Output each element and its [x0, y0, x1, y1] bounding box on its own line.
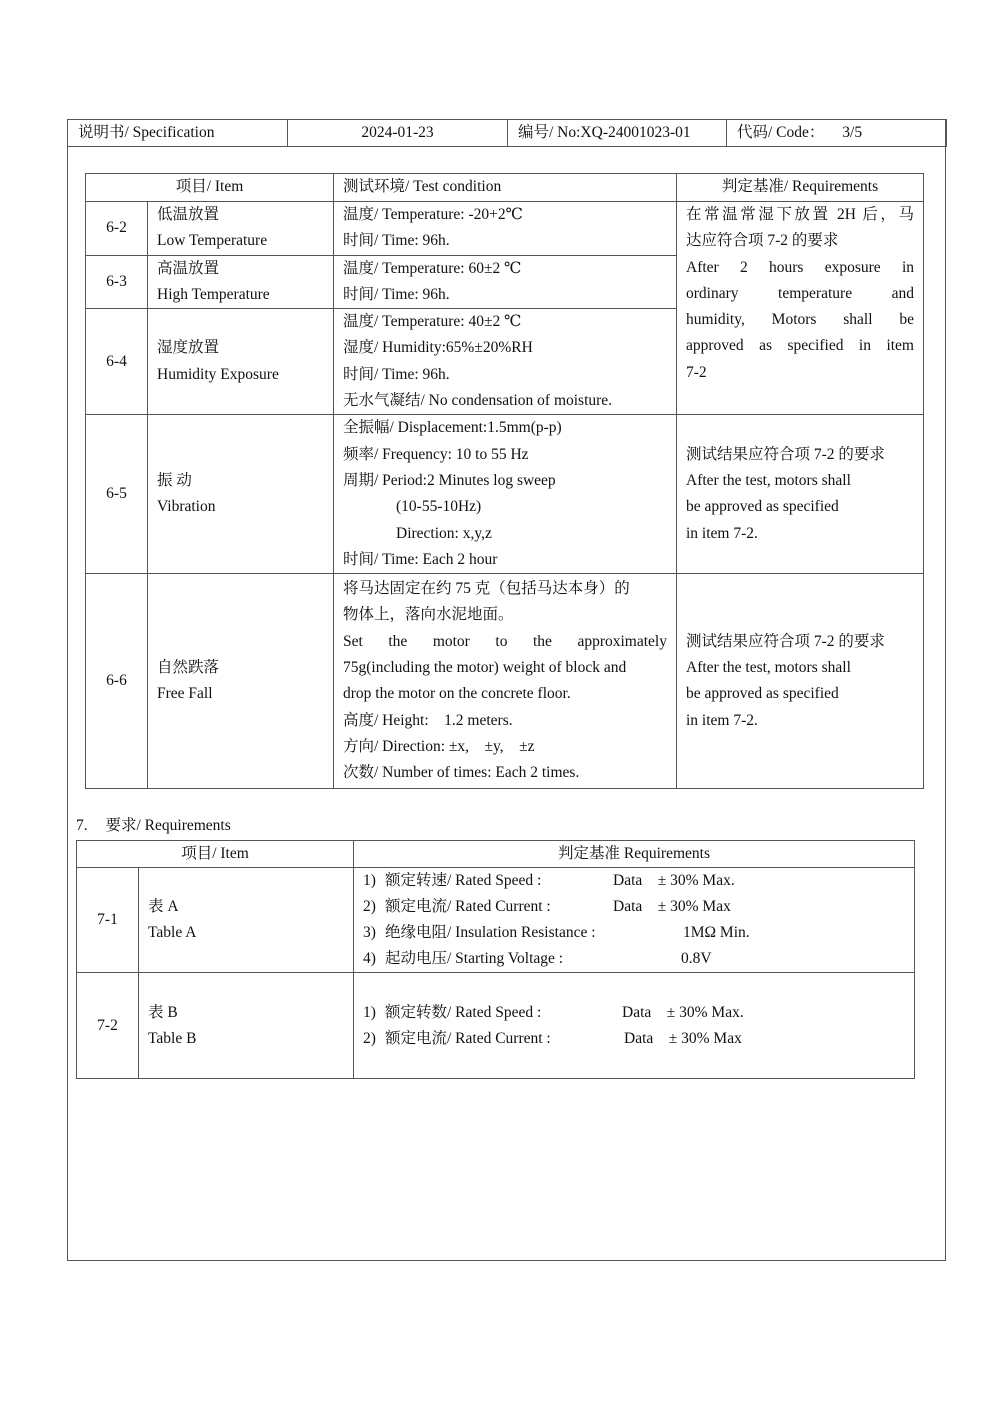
header-requirements: 判定基准 Requirements [354, 841, 915, 868]
item-number: 7-2 [77, 973, 139, 1079]
list-item: 1) 额定转速/ Rated Speed : Data ± 30% Max. [363, 872, 735, 890]
item-requirements [354, 868, 915, 973]
list-item: 2) 额定电流/ Rated Current : Data ± 30% Max [363, 898, 731, 916]
code-label: 代码/ Code： [737, 124, 825, 141]
header-requirements: 判定基准/ Requirements [677, 174, 924, 202]
document-header [67, 119, 947, 147]
doc-date: 2024-01-23 [288, 120, 508, 147]
list-item: 3) 绝缘电阻/ Insulation Resistance : 1MΩ Min. [363, 924, 750, 942]
shared-requirement: 在常温常湿下放置 2H 后，马 达应符合项 7-2 的要求 After 2 hours exposure in ordinary temperature and humidity, Motors shall be approved as specified in item 7-2 [677, 202, 924, 415]
item-number: 6-2 [86, 202, 148, 256]
header-item: 项目/ Item [86, 174, 334, 202]
item-number: 6-3 [86, 255, 148, 309]
header-condition: 测试环境/ Test condition [334, 174, 677, 202]
item-requirements [354, 973, 915, 1079]
item-number: 6-5 [86, 415, 148, 574]
item-conditions: 温度/ Temperature: -20+2℃ 时间/ Time: 96h. [334, 202, 677, 256]
doc-code-cell [727, 120, 947, 147]
item-name: 表 B Table B [139, 973, 354, 1079]
header-item: 项目/ Item [77, 841, 354, 868]
item-conditions: 全振幅/ Displacement:1.5mm(p-p) 频率/ Frequency: 10 to 55 Hz 周期/ Period:2 Minutes log sweep (10-55-10Hz) Direction: x,y,z 时间/ Time: Each 2 hour [334, 415, 677, 574]
item-conditions: 温度/ Temperature: 60±2 ℃ 时间/ Time: 96h. [334, 255, 677, 309]
item-number: 6-4 [86, 309, 148, 415]
page-number: 3/5 [842, 124, 863, 141]
item-requirements: 测试结果应符合项 7-2 的要求 After the test, motors shall be approved as specified in item 7-2. [677, 574, 924, 789]
section-title: 要求/ Requirements [105, 817, 231, 834]
item-number: 6-6 [86, 574, 148, 789]
item-number: 7-1 [77, 868, 139, 973]
list-item: 4) 起动电压/ Starting Voltage : 0.8V [363, 950, 712, 968]
item-name: 表 A Table A [139, 868, 354, 973]
doc-type: 说明书/ Specification [68, 120, 288, 147]
list-item: 2) 额定电流/ Rated Current : Data ± 30% Max [363, 1029, 742, 1047]
item-name: 振 动 Vibration [148, 415, 334, 574]
table-row [77, 868, 915, 973]
section-7-heading [76, 815, 231, 837]
item-conditions: 温度/ Temperature: 40±2 ℃ 湿度/ Humidity:65%±20%RH 时间/ Time: 96h. 无水气凝结/ No condensation of moisture. [334, 309, 677, 415]
item-name: 湿度放置 Humidity Exposure [148, 309, 334, 415]
item-name: 自然跌落 Free Fall [148, 574, 334, 789]
test-conditions-table [85, 173, 924, 789]
list-item: 1) 额定转数/ Rated Speed : Data ± 30% Max. [363, 1003, 744, 1021]
doc-number: 编号/ No:XQ-24001023-01 [508, 120, 727, 147]
requirements-table [76, 840, 915, 1079]
item-name: 低温放置 Low Temperature [148, 202, 334, 256]
table-row [86, 202, 924, 256]
item-requirements: 测试结果应符合项 7-2 的要求 After the test, motors shall be approved as specified in item 7-2. [677, 415, 924, 574]
item-conditions: 将马达固定在约 75 克（包括马达本身）的 物体上，落向水泥地面。 Set the motor to the approximately 75g(including the motor) weight of block and drop the motor on the concrete floor. 高度/ Height: 1.2 meters. 方向/ Direction: ±x, ±y, ±z 次数/ Number of times: Each 2 times. [334, 574, 677, 789]
section-number: 7. [76, 817, 88, 834]
item-name: 高温放置 High Temperature [148, 255, 334, 309]
table-row [86, 574, 924, 789]
table-row [86, 415, 924, 574]
table-row [77, 973, 915, 1079]
